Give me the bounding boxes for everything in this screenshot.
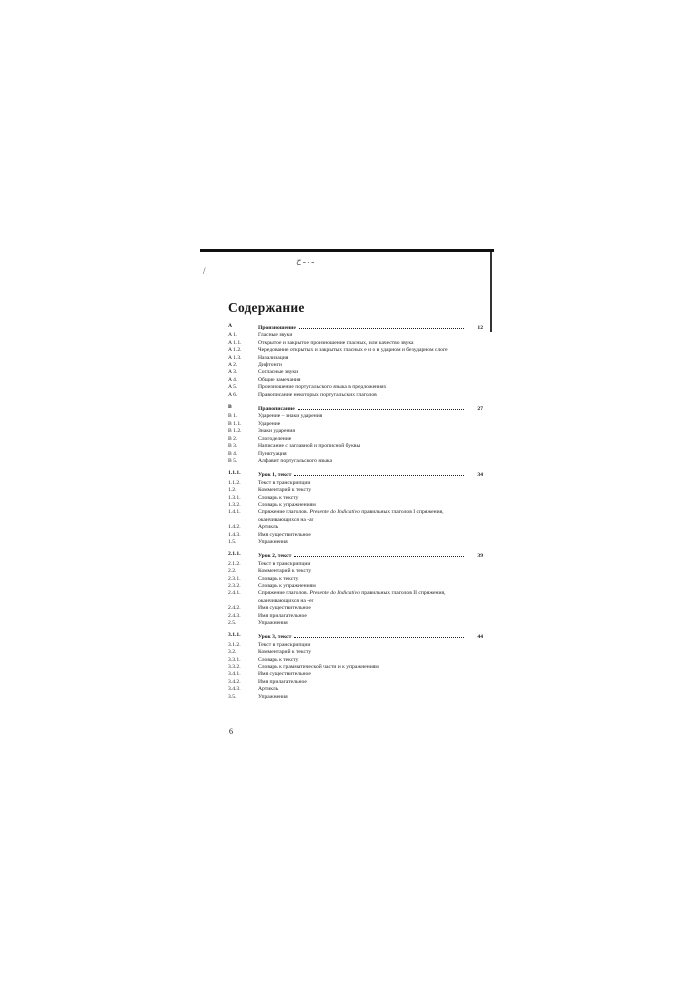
toc-section (228, 632, 483, 701)
entry-number: 1.5. (228, 538, 237, 545)
toc-section (228, 404, 483, 465)
entry-text: Комментарий к тексту (258, 568, 312, 575)
toc-entry (228, 480, 483, 487)
toc-entry (228, 362, 483, 369)
entry-text: Имя существительное (258, 531, 311, 538)
section-title: Урок 2, текст (258, 553, 292, 560)
toc-entry (228, 583, 483, 590)
entry-number: 1.1.2. (228, 479, 241, 486)
toc-entry (228, 384, 483, 391)
section-number: A (228, 323, 233, 329)
entry-text: Текст в транскрипции (258, 641, 311, 648)
section-number: 3.1.1. (228, 632, 241, 639)
entry-text: Дифтонги (258, 362, 282, 369)
entry-text: Общие замечания (258, 376, 301, 383)
entry-text: Словарь к тексту (258, 494, 299, 501)
toc-section-heading (228, 470, 483, 479)
top-rule (200, 249, 494, 252)
entry-number: 3.4.3. (228, 686, 241, 693)
toc-entry (228, 590, 483, 605)
entry-text: Пунктуация (258, 450, 287, 457)
toc-entry (228, 524, 483, 531)
entry-number: 1.4.1. (228, 509, 241, 516)
toc-section-heading (228, 632, 483, 641)
entry-text: Ударение (258, 420, 281, 427)
entry-number: 3.1.2. (228, 641, 241, 648)
entry-number: B 5. (228, 457, 238, 464)
dot-leader (294, 551, 464, 557)
toc-entry (228, 487, 483, 494)
entry-number: A 1.2. (228, 347, 242, 354)
toc-entry (228, 568, 483, 575)
entry-number: 1.4.3. (228, 531, 241, 538)
entry-text: Комментарий к тексту (258, 649, 312, 656)
entry-text: Открытое и закрытое произношение гласных, или качество звука (258, 339, 414, 346)
toc-entry (228, 347, 483, 354)
toc-entry (228, 605, 483, 612)
toc-entry (228, 539, 483, 546)
entry-text: Согласные звуки (258, 369, 299, 376)
entry-text: Словарь к тексту (258, 656, 299, 663)
entry-number: B 2. (228, 435, 238, 442)
toc-entry (228, 664, 483, 671)
entry-text: Упражнения (258, 538, 288, 545)
section-page-number: 12 (477, 325, 483, 331)
section-title: Правописание (258, 406, 295, 413)
section-page-number: 34 (477, 472, 483, 479)
toc-entry (228, 694, 483, 701)
entry-number: 2.3.1. (228, 575, 241, 582)
entry-number: A 1.3. (228, 354, 242, 361)
section-title: Произношение (258, 325, 296, 331)
dot-leader (294, 470, 464, 476)
toc-entry (228, 436, 483, 443)
entry-text: Имя прилагательное (258, 678, 307, 685)
toc-entry (228, 613, 483, 620)
section-page-number: 44 (477, 634, 483, 641)
entry-number: 3.4.1. (228, 671, 241, 678)
toc-entry (228, 443, 483, 450)
entry-number: 2.1.2. (228, 560, 241, 567)
dot-leader (298, 404, 464, 410)
entry-text: Произношение португальского языка в предложениях (258, 384, 387, 391)
toc-entry (228, 355, 483, 362)
entry-number: 3.3.1. (228, 656, 241, 663)
toc-section (228, 323, 483, 399)
toc-entry (228, 369, 483, 376)
entry-number: A 1.1. (228, 339, 242, 346)
entry-text: Упражнения (258, 620, 288, 627)
table-of-contents (228, 323, 483, 706)
entry-text: Текст в транскрипции (258, 479, 311, 486)
entry-number: 1.3.1. (228, 494, 241, 501)
entry-text: Слогоделение (258, 435, 292, 442)
entry-number: A 5. (228, 384, 238, 391)
toc-entry (228, 495, 483, 502)
entry-text: Артикль (258, 686, 279, 693)
toc-entry (228, 458, 483, 465)
entry-number: A 2. (228, 362, 238, 369)
toc-section (228, 470, 483, 546)
entry-number: A 3. (228, 369, 238, 376)
entry-text: Назализация (258, 354, 289, 361)
entry-number: 2.4.1. (228, 590, 241, 597)
entry-text: Имя существительное (258, 671, 311, 678)
entry-number: B 4. (228, 450, 238, 457)
entry-text: Имя существительное (258, 605, 311, 612)
entry-number: 2.5. (228, 620, 237, 627)
section-number: 1.1.1. (228, 470, 241, 477)
entry-number: 1.4.2. (228, 524, 241, 531)
page-number: 6 (229, 727, 233, 736)
toc-entry (228, 377, 483, 384)
section-number: B (228, 404, 232, 411)
toc-entry (228, 451, 483, 458)
entry-text: Чередование открытых и закрытых гласных e и o в ударном и безударном слоге (258, 347, 448, 354)
entry-text: Словарь к упражнениям (258, 501, 316, 508)
section-page-number: 27 (477, 406, 483, 413)
section-title: Урок 1, текст (258, 472, 292, 479)
toc-entry (228, 649, 483, 656)
toc-entry (228, 413, 483, 420)
entry-number: B 1.1. (228, 420, 242, 427)
entry-text: Комментарий к тексту (258, 487, 312, 494)
toc-entry (228, 502, 483, 509)
entry-text: Словарь к упражнениям (258, 583, 316, 589)
entry-text: Спряжение глаголов. Presente do Indicativo правильных глаголов I спряжения, оканчивающихся на -ar (258, 509, 444, 523)
entry-number: 1.3.2. (228, 501, 241, 508)
stray-mark: / (203, 266, 206, 276)
section-number: 2.1.1. (228, 551, 241, 558)
entry-text: Гласные звуки (258, 332, 293, 339)
toc-section-heading (228, 404, 483, 413)
entry-text: Текст в транскрипции (258, 560, 311, 567)
toc-entry (228, 686, 483, 693)
entry-number: B 1. (228, 413, 238, 420)
entry-number: 3.3.2. (228, 664, 241, 671)
toc-entry (228, 421, 483, 428)
entry-number: B 1.2. (228, 428, 242, 435)
toc-entry (228, 576, 483, 583)
page-title: Содержание (228, 300, 305, 315)
entry-text: Ударение – знаки ударения (258, 413, 323, 420)
section-title: Урок 3, текст (258, 634, 292, 641)
toc-entry (228, 392, 483, 399)
entry-number: 2.2. (228, 568, 237, 575)
entry-text: Спряжение глаголов. Presente do Indicativo правильных глаголов II спряжения, оканчивающихся на -er (258, 590, 446, 604)
entry-number: B 3. (228, 443, 238, 450)
dot-leader (294, 632, 464, 638)
entry-number: 1.2. (228, 487, 237, 494)
toc-section-heading (228, 551, 483, 560)
scribble-mark: ـ . ـ ح (296, 256, 314, 265)
entry-text: Написание с заглавной и прописной буквы (258, 443, 361, 450)
section-page-number: 39 (477, 553, 483, 560)
toc-section (228, 551, 483, 627)
entry-number: 2.4.3. (228, 612, 241, 619)
entry-text: Имя прилагательное (258, 612, 307, 619)
toc-entry (228, 657, 483, 664)
toc-entry (228, 509, 483, 524)
entry-text: Правописание некоторых португальских глаголов (258, 391, 377, 398)
toc-entry (228, 532, 483, 539)
entry-text: Упражнения (258, 693, 288, 700)
entry-number: A 1. (228, 332, 238, 339)
entry-text: Знаки ударения (258, 428, 296, 435)
entry-number: 3.4.2. (228, 678, 241, 685)
entry-number: 3.5. (228, 693, 237, 700)
entry-number: A 6. (228, 391, 238, 398)
entry-text: Словарь к грамматической части и к упражнениям (258, 664, 379, 671)
toc-entry (228, 332, 483, 339)
entry-text: Алфавит португальского языка (258, 457, 332, 464)
entry-number: 2.3.2. (228, 583, 241, 589)
dot-leader (299, 323, 464, 329)
entry-number: A 4. (228, 376, 238, 383)
toc-entry (228, 620, 483, 627)
toc-entry (228, 671, 483, 678)
entry-number: 3.2. (228, 649, 237, 656)
toc-section-heading (228, 323, 483, 332)
entry-text: Артикль (258, 524, 279, 531)
entry-text: Словарь к тексту (258, 575, 299, 582)
page-edge-line (490, 252, 492, 332)
toc-entry (228, 679, 483, 686)
toc-entry (228, 428, 483, 435)
entry-number: 2.4.2. (228, 605, 241, 612)
